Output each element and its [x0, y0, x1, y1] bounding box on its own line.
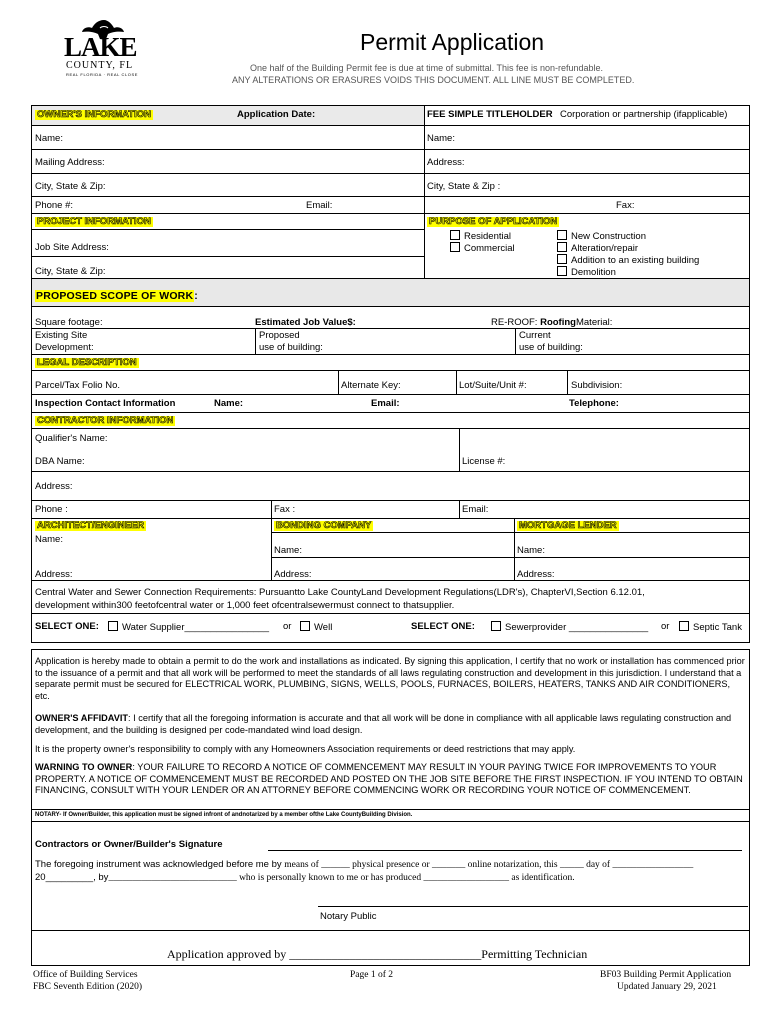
parcel-field[interactable]: Parcel/Tax Folio No.: [35, 380, 121, 391]
addition-checkbox[interactable]: [557, 254, 699, 266]
bonding-name-field[interactable]: Name:: [274, 545, 302, 556]
fee-notice: One half of the Building Permit fee is due at time of submittal. This fee is non-refundable.: [250, 63, 604, 73]
footer-form-id: BF03 Building Permit Application: [600, 970, 732, 980]
warning-text: : YOUR FAILURE TO RECORD A NOTICE OF COMMENCEMENT MAY RESULT IN YOUR PAYING TWICE FOR IMPROVEMENTS TO YOUR PROPERTY. A NOTICE OF COMMENCEMENT MUST BE RECORDED AND POSTED ON THE JOB SITE BEFORE THE FIRST INSPECTION. IF YOU INTEND TO OBTAIN FINANCING, CONSULT WITH YOUR LENDER OR AN ATTORNEY BEFORE COMMENCING WORK OR RECORDING YOUR NOTICE OF COMMENCEMENT.: [35, 762, 743, 795]
inspection-contact-label: Inspection Contact Information: [35, 398, 176, 409]
mortgage-address-field[interactable]: Address:: [517, 569, 555, 580]
existing-site-label: Existing Site: [35, 330, 88, 341]
project-city-field[interactable]: City, State & Zip:: [35, 266, 106, 277]
signature-line[interactable]: [268, 850, 742, 851]
inspection-email-field[interactable]: Email:: [371, 398, 400, 409]
new-construction-checkbox[interactable]: [557, 230, 646, 242]
architect-header: ARCHITECT/ENGINEER: [37, 520, 145, 531]
septic-checkbox[interactable]: [679, 621, 742, 633]
warning-label: WARNING TO OWNER: [35, 762, 133, 772]
footer-edition: FBC Seventh Edition (2020): [33, 982, 142, 992]
fee-simple-label: FEE SIMPLE TITLEHOLDER: [427, 109, 553, 120]
reroof-label: RE-ROOF:: [491, 317, 541, 328]
or-label-2: or: [661, 621, 670, 632]
logo-county: COUNTY, FL: [66, 60, 134, 71]
owners-affidavit: [35, 713, 747, 736]
acknowledgment-text1: The foregoing instrument was acknowledged before me by: [35, 859, 282, 870]
commercial-checkbox[interactable]: [450, 242, 515, 254]
notary-note: NOTARY- If Owner/Builder, this application must be signed infront of andnotarized by a member ofthe Lake CountyBuilding Division.: [35, 812, 413, 818]
alteration-notice: ANY ALTERATIONS OR ERASURES VOIDS THIS DOCUMENT. ALL LINE MUST BE COMPLETED.: [232, 75, 635, 85]
license-field[interactable]: License #:: [462, 456, 506, 467]
proposed-use-field[interactable]: use of building:: [259, 342, 323, 353]
owner-fax-field[interactable]: Fax:: [616, 200, 635, 211]
acknowledgment-text1b: means of ______ physical presence or _______ online notarization, this _____ day of _________________: [284, 860, 694, 870]
footer-page-number: Page 1 of 2: [350, 970, 394, 980]
development-field[interactable]: Development:: [35, 342, 94, 353]
contractor-address-field[interactable]: Address:: [35, 481, 73, 492]
legal-description-header: LEGAL DESCRIPTION: [37, 357, 137, 368]
water-supplier-label: Water Supplier________________: [122, 622, 270, 633]
titleholder-address-field[interactable]: Address:: [427, 157, 465, 168]
logo-tagline: REAL FLORIDA · REAL CLOSE: [66, 72, 139, 77]
affidavit-text: : I certify that all the foregoing information is accurate and that all work will be done in compliance with all applicable laws regulating construction and development, and the building is designed per code-mandated wind load design.: [35, 713, 732, 735]
affidavit-label: OWNER'S AFFIDAVIT: [35, 713, 129, 723]
demolition-checkbox[interactable]: [557, 266, 616, 278]
hoa-statement: It is the property owner's responsibility to comply with any Homeowners Association requirements or deed restrictions that may apply.: [35, 744, 576, 754]
warning-to-owner: [35, 762, 747, 797]
well-label: Well: [314, 622, 333, 633]
application-form: [31, 105, 750, 643]
acknowledgment-line1: [35, 860, 693, 871]
footer-office: Office of Building Services: [33, 970, 138, 980]
purpose-header: PURPOSE OF APPLICATION: [429, 216, 558, 227]
scope-header-text: PROPOSED SCOPE OF WORK: [36, 290, 194, 302]
logo-lake: LAKE: [64, 32, 137, 62]
new-construction-label: New Construction: [571, 231, 646, 242]
owner-info-header: OWNER'S INFORMATION: [37, 109, 151, 120]
estimated-value-field[interactable]: Estimated Job Value$:: [255, 317, 356, 328]
well-checkbox[interactable]: [300, 621, 332, 633]
terms-box: [31, 649, 750, 822]
qualifier-name-field[interactable]: Qualifier's Name:: [35, 433, 108, 444]
fee-simple-note: Corporation or partnership (ifapplicable): [560, 109, 728, 120]
architect-address-field[interactable]: Address:: [35, 569, 73, 580]
square-footage-field[interactable]: Square footage:: [35, 317, 103, 328]
residential-checkbox[interactable]: [450, 230, 511, 242]
sewer-provider-label: Sewerprovider _______________: [505, 622, 649, 633]
current-use-field[interactable]: use of building:: [519, 342, 583, 353]
proposed-label: Proposed: [259, 330, 300, 341]
acknowledgment-text2: 20_________, by: [35, 872, 109, 883]
scope-header: [35, 291, 198, 302]
bonding-address-field[interactable]: Address:: [274, 569, 312, 580]
contractor-fax-field[interactable]: Fax :: [274, 504, 296, 515]
or-label-1: or: [283, 621, 292, 632]
select-one-water: SELECT ONE:: [35, 621, 99, 632]
residential-label: Residential: [464, 231, 511, 242]
inspection-name-field[interactable]: Name:: [214, 398, 244, 409]
reroof-field[interactable]: [491, 318, 612, 328]
application-date-label: Application Date:: [237, 109, 316, 120]
subdivision-field[interactable]: Subdivision:: [571, 380, 623, 391]
owner-email-field[interactable]: Email:: [306, 200, 333, 211]
water-requirements-line2: development within300 feetofcentral water or 1,000 feet ofcentralsewermust connect to thatsupplier.: [35, 600, 455, 611]
addition-label: Addition to an existing building: [571, 255, 700, 266]
sewer-provider-checkbox[interactable]: [491, 621, 648, 633]
bonding-header: BONDING COMPANY: [276, 520, 372, 531]
architect-name-field[interactable]: Name:: [35, 534, 63, 545]
contractor-phone-field[interactable]: Phone :: [35, 504, 68, 515]
approval-line: Application approved by ________________________________Permitting Technician: [167, 947, 588, 961]
owner-city-field[interactable]: City, State & Zip:: [35, 181, 106, 192]
application-statement: Application is hereby made to obtain a permit to do the work and installations as indicated. By signing this application, I certify that no work or installation has commenced prior to the issuance of a permit and that all work will be performed to meet the standards of all laws regulating construction and development in this jurisdiction. I understand that a separate permit must be secured for ELECTRICAL WORK, PLUMBING, SIGNS, WELLS, POOLS, FURNACES, BOILERS, HEATERS, TANKS AND AIR CONDITIONERS, etc.: [35, 656, 745, 701]
dba-name-field[interactable]: DBA Name:: [35, 456, 85, 467]
material-label: Material:: [575, 317, 613, 328]
septic-label: Septic Tank: [693, 622, 742, 633]
roofing-label: Roofing: [540, 317, 576, 328]
signature-box: [31, 820, 750, 931]
job-site-field[interactable]: Job Site Address:: [35, 242, 109, 253]
project-info-header: PROJECT INFORMATION: [37, 216, 151, 227]
notary-public-label: Notary Public: [320, 911, 377, 922]
contractor-info-header: CONTRACTOR INFORMATION: [37, 415, 174, 426]
commercial-label: Commercial: [464, 243, 515, 254]
owner-name-field[interactable]: Name:: [35, 133, 63, 144]
acknowledgment-line2: [35, 873, 575, 884]
owner-phone-field[interactable]: Phone #:: [35, 200, 74, 211]
scope-header-colon: :: [194, 290, 198, 302]
acknowledgment-text2b: ___________________________ who is personally known to me or has produced __________________ as identification.: [108, 873, 575, 883]
notary-signature-line[interactable]: [318, 906, 748, 907]
county-logo: [58, 18, 150, 77]
footer-updated: Updated January 29, 2021: [617, 982, 717, 992]
owner-mailing-field[interactable]: Mailing Address:: [35, 157, 105, 168]
approval-box: [31, 930, 750, 966]
contractor-email-field[interactable]: Email:: [462, 504, 489, 515]
titleholder-city-field[interactable]: City, State & Zip :: [427, 181, 501, 192]
inspection-telephone-field[interactable]: Telephone:: [569, 398, 619, 409]
water-requirements-line1: Central Water and Sewer Connection Requirements: Pursuantto Lake CountyLand Development Regulations(LDR's), ChapterVI,Section 6.12.01,: [35, 587, 645, 598]
alteration-checkbox[interactable]: [557, 242, 638, 254]
water-supplier-checkbox[interactable]: [108, 621, 269, 633]
alternate-key-field[interactable]: Alternate Key:: [341, 380, 401, 391]
current-label: Current: [519, 330, 551, 341]
demolition-label: Demolition: [571, 267, 616, 278]
signature-label: Contractors or Owner/Builder's Signature: [35, 839, 223, 850]
titleholder-name-field[interactable]: Name:: [427, 133, 455, 144]
mortgage-name-field[interactable]: Name:: [517, 545, 545, 556]
mortgage-header: MORTGAGE LENDER: [519, 520, 617, 531]
lot-field[interactable]: Lot/Suite/Unit #:: [459, 380, 527, 391]
select-one-sewer: SELECT ONE:: [411, 621, 475, 632]
page-title: Permit Application: [360, 29, 545, 55]
alteration-label: Alteration/repair: [571, 243, 639, 254]
